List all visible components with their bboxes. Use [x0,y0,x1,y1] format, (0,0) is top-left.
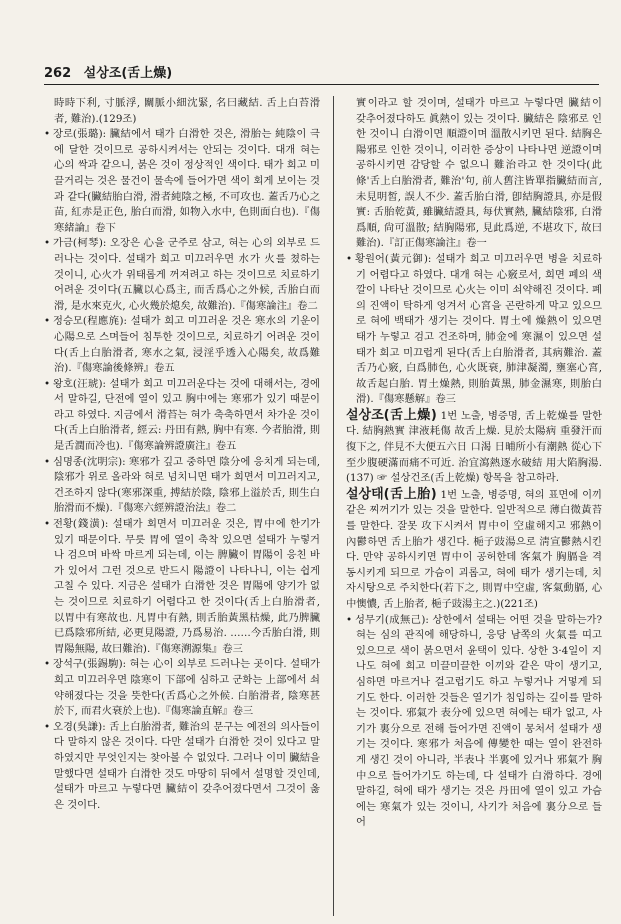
commentary-entry: • 가금(柯琴): 오장은 心을 군주로 삼고, 혀는 心의 외부로 드러나는 것이다. 설태가 희고 미끄러우면 水가 火를 쳤하는 것이니, 心火가 위태롭게 꺼져려고 하는 것이므로 치료하기 어려운 것이다(五臟以心爲主, 而舌爲心之外候, 舌胎白而滑, 是水來克火, 心火幾於熄矣, 故難治).『傷寒論注』卷二 [44,237,320,312]
continued-paragraph: 實이라고 할 것이며, 설태가 마르고 누렇다면 臟結이 갖추어졌다하도 眞熱이 있는 것이다. 臟結은 陰邪로 인한 것이니 白滑이면 順證이며 溫散시키면 된다. 結胸은 陽邪로 인한 것이니, 이러한 증상이 나타나면 逆證이며 공하시키면 감당할 수 없으니 難治라고 한 것이다(此條'舌上白胎滑者, 難治'句, 前人舊注皆單指臟結而言, 未見明皙, 誤人不少. 蓋舌胎白滑, 卽結胸證具, 亦是假實: 舌胎乾黃, 雖臟結證具, 每伏實熱, 臟結陰邪, 白滑爲順, 尙可溫散; 結胸陽邪, 見此爲逆, 不堪攻下, 故曰難治).『訂正傷寒論注』卷一 [356,97,602,250]
commentary-entry: • 성무기(成無己): 상한에서 설태는 어떤 것을 말하는가? 혀는 심의 관직에 해당하니, 응당 남쪽의 火氣를 띠고 있으므로 색이 붉으면서 윤택이 있다. 상한 3·4일이 지나도 혀에 희고 미끌미끌한 이끼와 같은 막이 생기고, 심하면 마르거나 걸고럽기도 하고 누렇거나 거멓게 되기도 한다. 이러한 것들은 열기가 침입하는 깊이를 말하는 것이다. 邪氣가 表分에 있으면 혀에는 태가 없고, 사기가 裏分으로 전해 들어가면 진액이 몽처서 설태가 생기는 것이다. 寒邪가 처음에 傳變한 때는 열이 완전하게 생긴 것이 아니라, 半表나 半裏에 있거나 邪氣가 胸中으로 들어가기도 하는데, 다 설태가 白滑하다. 경에 말하길, 혀에 태가 생기는 것은 丹田에 열이 있고 가슴에는 寒氣가 있는 것이니, 사기가 처음에 裏分으로 들어 [346,613,602,829]
entry-definition: 1번 노출, 병증명, 舌上乾燥를 말한다. 結胸熱實 津液耗傷 故舌上燥. 見於太陽病 重發汗而復下之, 伴見不大便五六日 口渴 日晡所小有潮熱 從心下至少腹硬滿而痛不可近. 治宜瀉熱逐水破結 用大陷胸湯.(137) ☞ 설상건조(舌上乾燥) 항목을 참고하라. [346,409,602,485]
running-header [44,62,599,82]
running-header-title: 설상조(舌上燥) [83,66,173,81]
commentary-entry: • 왕호(汪琥): 설태가 희고 미끄러운다는 것에 대해서는, 경에서 말하길, 단전에 열이 있고 胸中에는 寒邪가 있기 때문이라고 하였다. 지금에서 滑苔는 혀가 축축하면서 차가운 것이다(舌上白胎滑者, 經云: 丹田有熱, 胸中有寒. 今者胎滑, 則是舌潤而冷也).『傷寒論辨證廣注』卷五 [44,377,320,453]
dictionary-entry [346,408,602,487]
page-number: 262 [44,66,72,81]
dictionary-entry [346,487,602,613]
headword: 설상태(舌上胎) [346,486,437,502]
commentary-entry: • 정승모(程應旄): 설태가 희고 미끄러운 것은 寒水의 기운이 心陽으로 스며들어 침투한 것이므로, 치료하기 어려운 것이다(舌上白胎滑者, 寒水之氣, 浸淫乎透入心陽矣, 故爲難治).『傷寒論後條辨』卷五 [44,315,320,375]
commentary-entry: • 황원어(黃元御): 설태가 희고 미끄러우면 병을 치료하기 어렵다고 하였다. 대개 혀는 心竅로서, 희면 폐의 색깔이 나타난 것이므로 心火는 이미 쇠약해진 것이다. 폐의 진액이 탁하게 엉겨서 心宮을 곤란하게 막고 있으므로 혀에 백태가 생기는 것이다. 胃土에 燥熱이 있으면 태가 누렇고 검고 건조하며, 肺金에 寒濕이 있으면 설태가 희고 미끄럽게 된다(舌上白胎滑者, 其病難治. 蓋舌乃心竅, 白爲肺色, 心火既衰, 肺津凝濁, 壅塞心宮, 故舌起白胎. 胃土燥熱, 則胎黃黑, 肺金濕寒, 則胎白滑).『傷寒懸解』卷三 [346,252,602,406]
headword: 설상조(舌上燥) [346,407,437,423]
column-divider [333,96,334,916]
header-rule [44,84,599,85]
right-column [346,96,602,916]
commentary-entry: • 오경(吳謙): 舌上白胎滑者, 難治의 문구는 예전의 의사들이 다 말하지 않은 것이다. 다만 설태가 白滑한 것이 있다고 말하였지만 무엇인지는 찾아볼 수 없었다. 그러나 이미 臟結을 말했다면 설태가 白滑한 것도 마땅히 뒤에서 설명할 것인데, 설태가 마르고 누렇다면 臟結이 갖추어졌다면서 그것이 옳은 것이다. [44,720,320,811]
entry-definition: 1번 노출, 병증명, 혀의 표면에 이끼같은 찌꺼기가 있는 것을 말한다. 일반적으로 薄白微黃苔를 말한다. 잘못 攻下시켜서 胃中이 空虛해지고 邪熱이 內鬱하면 舌上胎가 생긴다. 梔子豉湯으로 淸宣鬱熱시킨다. 만약 공하시키면 胃中이 공허한데 客氣가 胸膈을 격동시키게 되므로 가슴이 괴롭고, 혀에 태가 생기는데, 치자시탕으로 주치한다(若下之, 則胃中空虛, 客氣動膈, 心中懊憹, 舌上胎者, 梔子豉湯主之.)(221조) [346,488,602,610]
commentary-entry: • 전황(錢潢): 설태가 회면서 미끄러운 것은, 胃中에 한기가 있기 때문이다. 무릇 胃에 열이 축착 있으면 설태가 누렇거나 검으며 바싹 마르게 되는데, 이는 脾臟이 胃陽이 응친 바가 있어서 그런 것으로 반드시 陽證이 나타나니, 이는 쉽게 고칠 수 있다. 지금은 설태가 白滑한 것은 胃陽에 양기가 없는 것이므로 치료하기 어렵다고 한 것이다(舌上白胎滑者, 以胃中有寒故也. 凡胃中有熱, 則舌胎黃黑枯燥, 此乃脾臟已爲陰邪所結, 必更見陽證, 乃爲易治. ……今舌胎白滑, 則胃陽無陽, 故曰難治).『傷寒溯源集』卷三 [44,518,320,655]
continued-paragraph: 時時下利, 寸脈浮, 關脈小細沈緊, 名曰藏結. 舌上白苔滑者, 難治).(129조) [54,97,320,125]
left-column [44,96,320,916]
commentary-entry: • 심명종(沈明宗): 寒邪가 깊고 중하면 陰分에 응치게 되는데, 陰邪가 위로 올라와 혀로 넘치니면 태가 희면서 미끄러지고, 건조하지 않다(寒邪深重, 搏結於陰, 陰邪上溢於舌, 則生白胎滑而不燥).『傷寒六經辨證治法』卷二 [44,455,320,515]
commentary-entry: • 장석구(張錫駒): 혀는 心이 외부로 드러나는 곳이다. 설태가 희고 미끄러우면 陰寒이 下部에 심하고 군화는 上部에서 쇠약해졌다는 것을 뜻한다(舌爲心之外候. 白胎滑者, 陰寒甚於下, 而君火衰於上也).『傷寒論直解』卷三 [44,658,320,718]
commentary-entry: • 장로(張璐): 臟結에서 태가 白滑한 것은, 滑胎는 純陰이 극에 달한 것이므로 공하시켜서는 안되는 것이다. 대개 혀는 心의 싹과 같으니, 붉은 것이 정상적인 색이다. 태가 희고 미끌거리는 것은 물건이 물속에 들어가면 색이 회게 보이는 것과 같다(臟結胎白滑, 滑者純陰之極, 不可攻也. 蓋舌乃心之苗, 紅赤是正色, 胎白而滑, 如物入水中, 色則面白也).『傷寒緒論』卷下 [44,128,320,234]
